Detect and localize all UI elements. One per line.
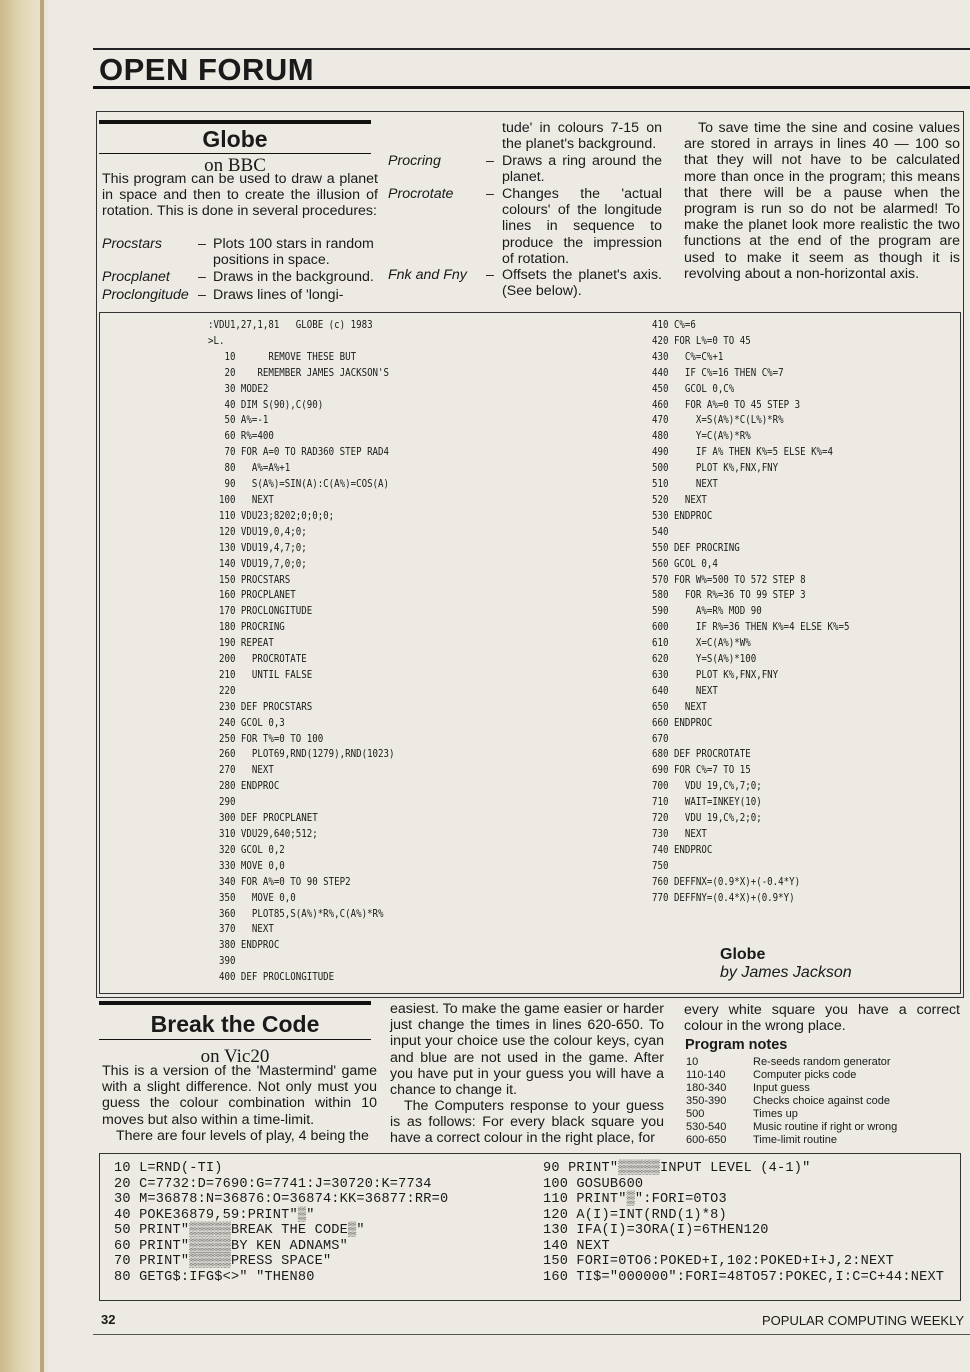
proc-dash: – (198, 287, 206, 303)
proc-desc: Draws in the background. (213, 269, 374, 285)
proc-name: Proclongitude (102, 287, 189, 303)
breakcode-col3: every white square you have a correct colour in the wrong place. (684, 1002, 960, 1035)
proc-desc: Changes the 'actual colours' of the longitude lines in sequence to produce the impression of rotation. (502, 186, 662, 267)
proc-row-stars (102, 236, 382, 269)
breakcode-title: Break the Code (150, 1011, 320, 1037)
note-line: 10 (686, 1056, 699, 1068)
proc-name: Procring (388, 153, 441, 169)
breakcode-col2a: easiest. To make the game easier or harder just change the times in lines 620-650. To input your choice use the colour keys, cyan and blue are not used in the game. After you have put in your guess you will have a chance to change it. (390, 1001, 664, 1099)
globe-caption-author: by James Jackson (720, 964, 852, 981)
note-line: 350-390 (686, 1095, 727, 1107)
globe-title-rule (99, 153, 371, 154)
breakcode-para2: There are four levels of play, 4 being the (116, 1128, 369, 1144)
note-desc: Computer picks code (753, 1069, 857, 1081)
breakcode-subtitle: on Vic20 (200, 1046, 270, 1067)
section-title: OPEN FORUM (99, 52, 315, 87)
globe-heading (99, 120, 371, 177)
note-line: 500 (686, 1108, 705, 1120)
proc-name: Procstars (102, 236, 162, 252)
globe-subtitle: on BBC (204, 155, 266, 176)
globe-intro: This program can be used to draw a planet in space and then to create the illusion of rotation. This is done in several procedures: (102, 171, 378, 220)
proc-dash: – (486, 153, 494, 169)
note-desc: Time-limit routine (753, 1134, 837, 1146)
proc-desc: Plots 100 stars in random positions in space. (213, 236, 374, 269)
proc-desc: Draws a ring around the planet. (502, 153, 662, 186)
proc-dash: – (486, 186, 494, 202)
proc-name: Procrotate (388, 186, 454, 202)
proc-desc: Draws lines of 'longi- (213, 287, 344, 303)
note-line: 180-340 (686, 1082, 727, 1094)
globe-title: Globe (202, 126, 268, 152)
globe-listing-right: 410 C%=6 420 FOR L%=0 TO 45 430 C%=C%+1 440 IF C%=16 THEN C%=7 450 GCOL 0,C% 460 FOR A%=0 TO 45 STEP 3 470 X=S(A%)*C(L%)*R% 480 Y=C(A%)*R% 490 IF A% THEN K%=5 ELSE K%=4 500 PLOT K%,FNX,FNY 510 NEXT 520 NEXT 530 ENDPROC 540 550 DEF PROCRING 560 GCOL 0,4 570 FOR W%=500 TO 572 STEP 8 580 FOR R%=36 TO 99 STEP 3 590 A%=R% MOD 90 600 IF R%=36 THEN K%=4 ELSE K%=5 610 X=C(A%)*W% 620 Y=S(A%)*100 630 PLOT K%,FNX,FNY 640 NEXT 650 NEXT 660 ENDPROC 670 680 DEF PROCROTATE 690 FOR C%=7 TO 15 700 VDU 19,C%,7;0; 710 WAIT=INKEY(10) 720 VDU 19,C%,2;0; 730 NEXT 740 ENDPROC 750 760 DEFFNX=(0.9*X)+(-0.4*Y) 770 DEFFNY=(0.4*X)+(0.9*Y) (652, 319, 850, 904)
globe-listing-left: :VDU1,27,1,81 GLOBE (c) 1983 >L. 10 REMOVE THESE BUT 20 REMEMBER JAMES JACKSON'S 30 MODE2 40 DIM S(90),C(90) 50 A%=-1 60 R%=400 70 FOR A=0 TO RAD360 STEP RAD4 80 A%=A%+1 90 S(A%)=SIN(A):C(A%)=COS(A) 100 NEXT 110 VDU23;8202;0;0;0; 120 VDU19,0,4;0; 130 VDU19,4,7;0; 140 VDU19,7,0;0; 150 PROCSTARS 160 PROCPLANET 170 PROCLONGITUDE 180 PROCRING 190 REPEAT 200 PROCROTATE 210 UNTIL FALSE 220 230 DEF PROCSTARS 240 GCOL 0,3 250 FOR T%=0 TO 100 260 PLOT69,RND(1279),RND(1023) 270 NEXT 280 ENDPROC 290 300 DEF PROCPLANET 310 VDU29,640;512; 320 GCOL 0,2 330 MOVE 0,0 340 FOR A%=0 TO 90 STEP2 350 MOVE 0,0 360 PLOT85,S(A%)*R%,C(A%)*R% 370 NEXT 380 ENDPROC 390 400 DEF PROCLONGITUDE (208, 319, 395, 984)
header-bottom-rule (93, 86, 970, 89)
page-number: 32 (101, 1312, 116, 1327)
proc-name: Fnk and Fny (388, 267, 467, 283)
footer-rule (93, 1334, 970, 1335)
proc-dash: – (198, 236, 206, 252)
note-desc: Checks choice against code (753, 1095, 890, 1107)
page-edge (40, 0, 44, 1372)
proc-name: Procplanet (102, 269, 170, 285)
proc-dash: – (198, 269, 206, 285)
proc-desc: Offsets the planet's axis. (See below). (502, 267, 662, 300)
globe-col3: To save time the sine and cosine values are stored in arrays in lines 40 — 100 so that they will not have to be calculated more than once in the program; this means that there will be a pause when the program is run so do not be alarmed! To make the planet look more realistic the two functions at the end of the program are used to make it seem as though it is revolving about a non-horizontal axis. (684, 120, 960, 282)
note-line: 110-140 (686, 1069, 726, 1081)
breakcode-listing-left: 10 L=RND(-TI) 20 C=7732:D=7690:G=7741:J=30720:K=7734 30 M=36878:N=36876:O=36874:KK=36877:RR=0 40 POKE36879,59:PRINT"▒" 50 PRINT"▒▒▒▒▒BREAK THE CODE▒" 60 PRINT"▒▒▒▒▒BY KEN ADNAMS" 70 PRINT"▒▒▒▒▒PRESS SPACE" 80 GETG$:IFG$<>" "THEN80 (114, 1161, 449, 1285)
breakcode-title-rule (99, 1039, 371, 1040)
program-notes-title: Program notes (685, 1037, 788, 1053)
note-line: 530-540 (686, 1121, 727, 1133)
note-desc: Times up (753, 1108, 798, 1120)
breakcode-listing-right: 90 PRINT"▒▒▒▒▒INPUT LEVEL (4-1)" 100 GOSUB600 110 PRINT"▒":FORI=0TO3 120 A(I)=INT(RND(1)*8) 130 IFA(I)=3ORA(I)=6THEN120 140 NEXT 150 FORI=0TO6:POKED+I,102:POKED+I+J,2:NEXT 160 TI$="000000":FORI=48TO57:POKEC,I:C=C+44:NEXT (543, 1161, 945, 1285)
breakcode-col2b: The Computers response to your guess is as follows: For every black square you have a correct colour in the right place, for (390, 1098, 664, 1147)
note-desc: Input guess (753, 1082, 810, 1094)
globe-heading-rule (99, 120, 371, 124)
breakcode-heading (99, 1001, 371, 1068)
proc-dash: – (486, 267, 494, 283)
note-desc: Re-seeds random generator (753, 1056, 891, 1068)
globe-col2-continuation: tude' in colours 7-15 on the planet's background. (502, 120, 662, 153)
header-top-rule (93, 48, 970, 50)
publication-name: POPULAR COMPUTING WEEKLY (761, 1313, 964, 1328)
note-line: 600-650 (686, 1134, 727, 1146)
globe-caption-title: Globe (720, 946, 766, 963)
note-desc: Music routine if right or wrong (753, 1121, 898, 1133)
breakcode-heading-rule (99, 1001, 371, 1005)
breakcode-intro: This is a version of the 'Mastermind' game with a slight difference. Not only must you guess the colour combination within 10 moves but also within a time-limit. (102, 1063, 377, 1128)
